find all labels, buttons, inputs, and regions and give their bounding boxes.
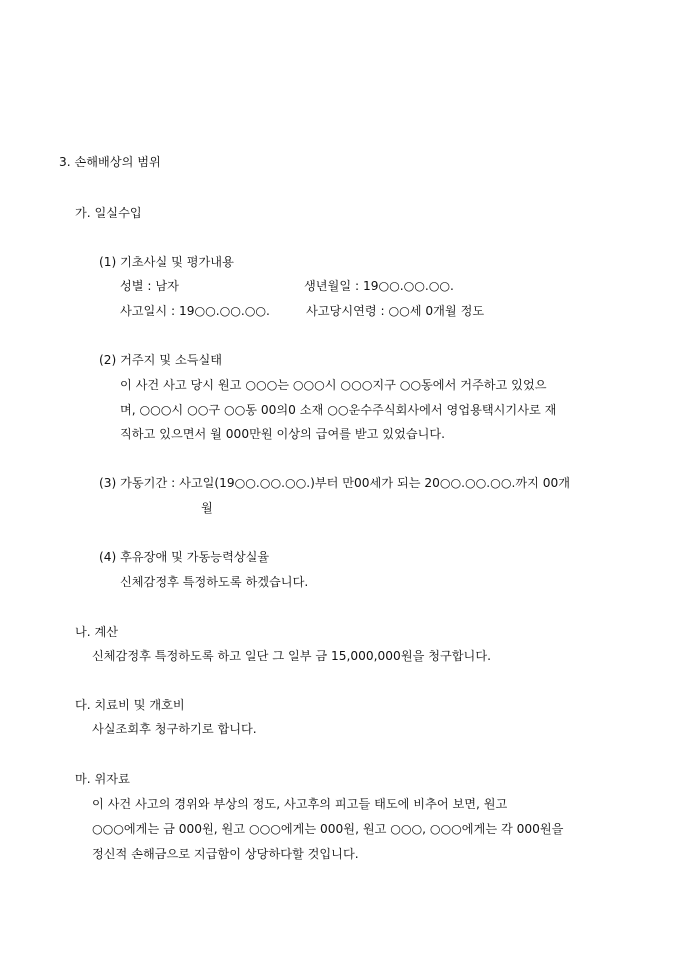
item3-line1: (3) 가동기간 : 사고일(19○○.○○.○○.)부터 만00세가 되는 20○○.○○.○○.까지 00개 (99, 476, 571, 490)
ma-line2: ○○○에게는 금 000원, 원고 ○○○에게는 000원, 원고 ○○○, ○○○에게는 각 000원을 (92, 822, 564, 836)
item3-line2: 월 (201, 501, 213, 515)
heading-ma: 마. 위자료 (75, 772, 130, 786)
ma-line3: 정신적 손해금으로 지급함이 상당하다할 것입니다. (92, 847, 359, 861)
item4-heading: (4) 후유장애 및 가동능력상실율 (99, 550, 270, 564)
item1-accident-date: 사고일시 : 19○○.○○.○○. (120, 304, 270, 318)
heading-na: 나. 계산 (75, 625, 119, 639)
item4-text: 신체감정후 특정하도록 하겠습니다. (120, 575, 309, 589)
ma-line1: 이 사건 사고의 경위와 부상의 정도, 사고후의 피고들 태도에 비추어 보면, 원고 (92, 797, 508, 811)
item1-heading: (1) 기초사실 및 평가내용 (99, 255, 234, 269)
item2-line1: 이 사건 사고 당시 원고 ○○○는 ○○○시 ○○○지구 ○○동에서 거주하고 있었으 (120, 378, 547, 392)
item1-gender: 성별 : 남자 (120, 279, 179, 293)
item2-line2: 며, ○○○시 ○○구 ○○동 00의0 소재 ○○운수주식회사에서 영업용택시기사로 재 (120, 403, 557, 417)
section-title: 3. 손해배상의 범위 (59, 155, 161, 169)
heading-da: 다. 치료비 및 개호비 (75, 698, 185, 712)
na-text: 신체감정후 특정하도록 하고 일단 그 일부 금 15,000,000원을 청구합니다. (92, 649, 491, 663)
heading-ga: 가. 일실수입 (75, 206, 142, 220)
item2-line3: 직하고 있으면서 월 000만원 이상의 급여를 받고 있었습니다. (120, 427, 446, 441)
item1-age: 사고당시연령 : ○○세 0개월 정도 (306, 304, 485, 318)
item1-birth: 생년월일 : 19○○.○○.○○. (304, 279, 454, 293)
da-text: 사실조회후 청구하기로 합니다. (92, 722, 257, 736)
item2-heading: (2) 거주지 및 소득실태 (99, 353, 223, 367)
